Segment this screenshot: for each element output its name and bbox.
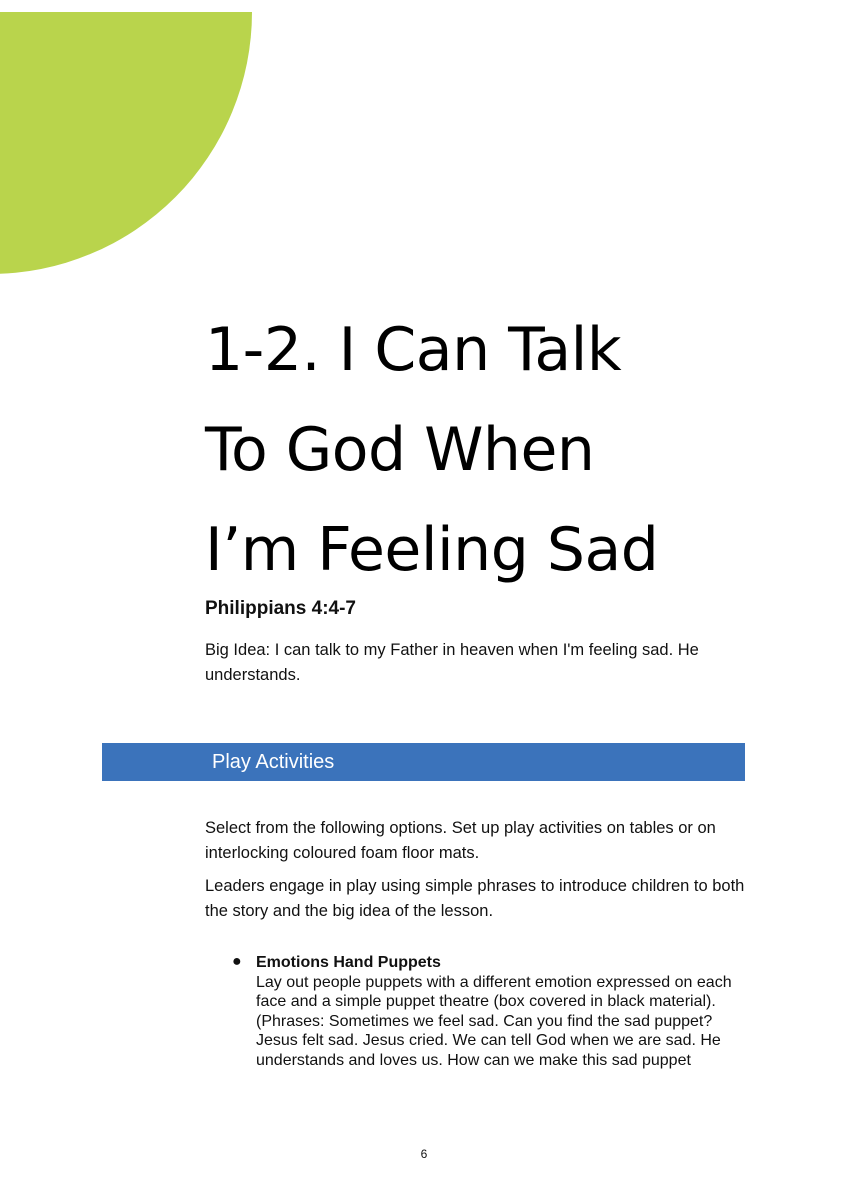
list-item — [256, 953, 756, 1070]
intro-paragraph: Leaders engage in play using simple phrases to introduce children to both the story and the big idea of the lesson. — [205, 877, 745, 920]
big-idea: Big Idea: I can talk to my Father in heaven when I'm feeling sad. He understands. — [205, 641, 699, 684]
activity-title: Emotions Hand Puppets — [256, 954, 441, 971]
decorative-green-circle — [0, 12, 260, 274]
bullet-icon: ● — [232, 953, 242, 970]
page-title — [205, 300, 658, 600]
scripture-reference: Philippians 4:4-7 — [205, 598, 356, 619]
intro-paragraph: Select from the following options. Set up play activities on tables or on interlocking coloured foam floor mats. — [205, 819, 716, 862]
section-heading: Play Activities — [212, 751, 335, 773]
section-banner — [102, 743, 745, 781]
title-line: To God When — [205, 415, 595, 485]
title-line: 1-2. I Can Talk — [205, 315, 622, 385]
title-line: I’m Feeling Sad — [205, 515, 659, 585]
page-number: 6 — [420, 1147, 428, 1161]
activity-phrases: (Phrases: Sometimes we feel sad. Can you find the sad puppet? Jesus felt sad. Jesus cried. We can tell God when we are sad. He understands and loves us. How can we make this sad puppet — [256, 1012, 721, 1069]
activity-description: Lay out people puppets with a different emotion expressed on each face and a simple puppet theatre (box covered in black material). — [256, 973, 732, 1010]
